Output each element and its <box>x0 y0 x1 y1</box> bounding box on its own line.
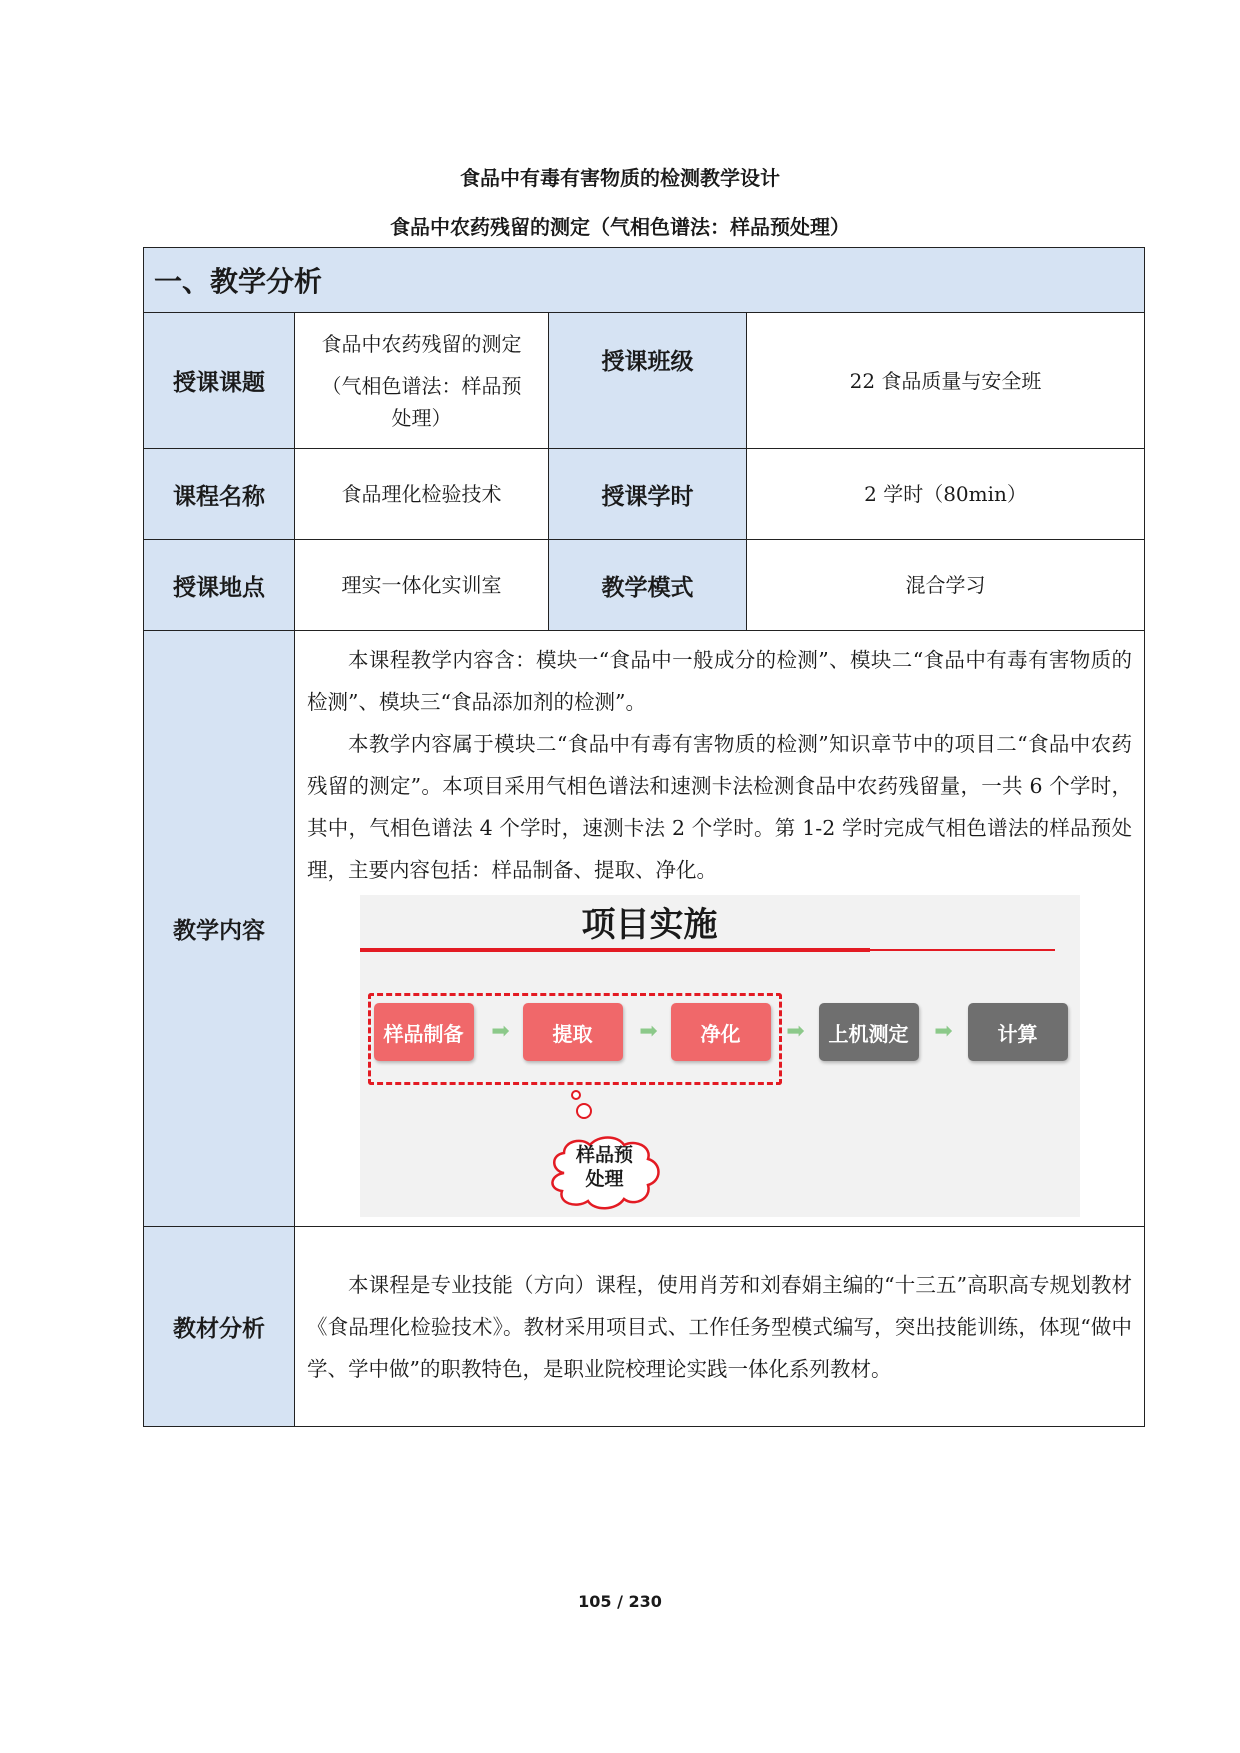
lesson-design-table <box>143 247 1145 1427</box>
course-label: 课程名称 <box>144 449 295 540</box>
topic-value-line1: 食品中农药残留的测定 <box>321 331 522 356</box>
document-subtitle: 食品中农药残留的测定（气相色谱法：样品预处理） <box>390 215 850 239</box>
mode-label: 教学模式 <box>549 540 747 631</box>
textbook-label: 教材分析 <box>144 1227 295 1427</box>
step-purification: 净化 <box>671 1003 771 1061</box>
content-paragraph-1: 本课程教学内容含：模块一“食品中一般成分的检测”、模块二“食品中有毒有害物质的检测”、模块三“食品添加剂的检测”。 <box>307 648 1133 714</box>
topic-value-line3: 处理） <box>391 405 452 430</box>
topic-label: 授课课题 <box>144 313 295 449</box>
thought-bubbles-icon <box>568 1089 598 1129</box>
textbook-paragraph: 本课程是专业技能（方向）课程，使用肖芳和刘春娟主编的“十三五”高职高专规划教材《食品理化检验技术》。教材采用项目式、工作任务型模式编写，突出技能训练，体现“做中学、学中做”的职教特色，是职业院校理论实践一体化系列教材。 <box>307 1272 1133 1381</box>
step-extraction: 提取 <box>523 1003 623 1061</box>
document-title: 食品中有毒有害物质的检测教学设计 <box>460 166 780 190</box>
step-sample-prep: 样品制备 <box>374 1003 474 1061</box>
title-underline-thin <box>870 949 1055 951</box>
section-heading: 一、教学分析 <box>144 248 1145 313</box>
hours-label: 授课学时 <box>549 449 747 540</box>
arrow-right-icon: ➡ <box>491 1019 510 1044</box>
topic-value <box>295 313 549 449</box>
textbook-cell <box>295 1227 1145 1427</box>
content-label: 教学内容 <box>144 631 295 1227</box>
project-flow-diagram <box>360 895 1080 1217</box>
page-number: 105 / 230 <box>578 1592 662 1611</box>
hours-value: 2 学时（80min） <box>747 449 1145 540</box>
class-value: 22 食品质量与安全班 <box>747 313 1145 449</box>
content-paragraph-2: 本教学内容属于模块二“食品中有毒有害物质的检测”知识章节中的项目二“食品中农药残留的测定”。本项目采用气相色谱法和速测卡法检测食品中农药残留量，一共 6 个学时，其中，气相色谱法 4 个学时，速测卡法 2 个学时。第 1-2 学时完成气相色谱法的样品预处理，主要内容包括：样品制备、提取、净化。 <box>307 732 1133 882</box>
arrow-right-icon: ➡ <box>934 1019 953 1044</box>
content-cell <box>295 631 1145 1227</box>
step-calculation: 计算 <box>968 1003 1068 1061</box>
mode-value: 混合学习 <box>747 540 1145 631</box>
cloud-label <box>542 1143 668 1191</box>
cloud-label-line2: 处理 <box>585 1168 624 1190</box>
place-label: 授课地点 <box>144 540 295 631</box>
place-value: 理实一体化实训室 <box>295 540 549 631</box>
class-label: 授课班级 <box>549 313 747 449</box>
diagram-title: 项目实施 <box>581 905 718 945</box>
arrow-right-icon: ➡ <box>786 1019 805 1044</box>
course-value: 食品理化检验技术 <box>295 449 549 540</box>
arrow-right-icon: ➡ <box>639 1019 658 1044</box>
topic-value-line2: （气相色谱法：样品预 <box>321 373 522 398</box>
title-underline <box>360 948 870 952</box>
cloud-label-line1: 样品预 <box>575 1144 633 1166</box>
step-instrument-measure: 上机测定 <box>819 1003 919 1061</box>
